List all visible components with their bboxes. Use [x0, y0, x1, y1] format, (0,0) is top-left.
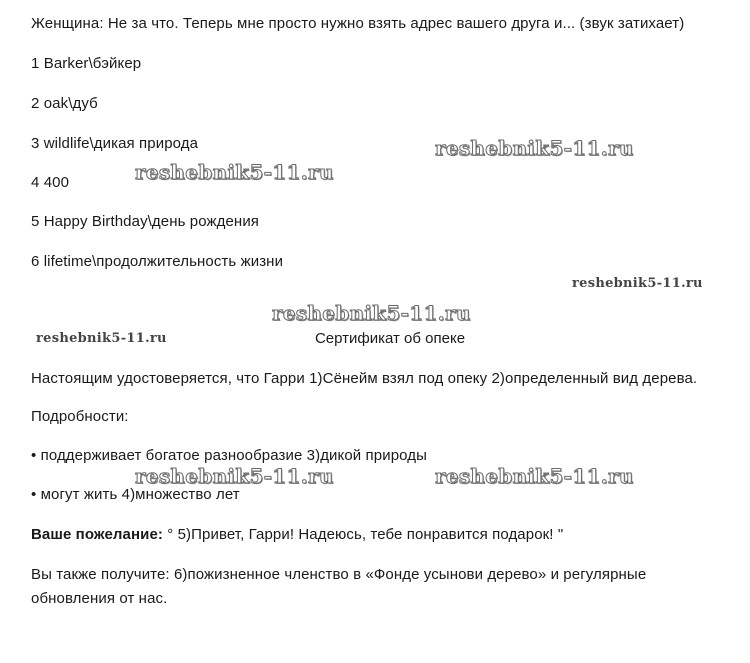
bullet-item-1: • поддерживает богатое разнообразие 3)дикой природы [31, 447, 427, 464]
also-line-2: обновления от нас. [31, 590, 168, 607]
wish-line [31, 525, 563, 545]
watermark: reshebnik5-11.ru [135, 160, 334, 184]
watermark: reshebnik5-11.ru [135, 464, 334, 488]
details-heading: Подробности: [31, 408, 129, 425]
answer-1: 1 Barker\бэйкер [31, 55, 142, 72]
wish-text: ° 5)Привет, Гарри! Надеюсь, тебе понравится подарок! " [162, 526, 564, 543]
answer-6: 6 lifetime\продолжительность жизни [31, 253, 284, 270]
bullet-item-2: • могут жить 4)множество лет [31, 486, 240, 503]
watermark: reshebnik5-11.ru [572, 276, 703, 291]
answer-3: 3 wildlife\дикая природа [31, 135, 199, 152]
certificate-title: Сертификат об опеке [314, 330, 466, 347]
watermark: reshebnik5-11.ru [435, 464, 634, 488]
watermark: reshebnik5-11.ru [435, 136, 634, 160]
watermark: reshebnik5-11.ru [36, 331, 167, 346]
answer-4: 4 400 [31, 174, 70, 191]
answer-5: 5 Happy Birthday\день рождения [31, 213, 260, 230]
certificate-statement: Настоящим удостоверяется, что Гарри 1)Сёнейм взял под опеку 2)определенный вид дерева. [31, 370, 698, 387]
answer-2: 2 oak\дуб [31, 95, 98, 112]
watermark: reshebnik5-11.ru [272, 301, 471, 325]
wish-label: Ваше пожелание: [31, 526, 163, 543]
also-line-1: Вы также получите: 6)пожизненное членство в «Фонде усынови дерево» и регулярные [31, 566, 647, 583]
dialogue-line: Женщина: Не за что. Теперь мне просто нужно взять адрес вашего друга и... (звук затихает) [31, 15, 685, 32]
